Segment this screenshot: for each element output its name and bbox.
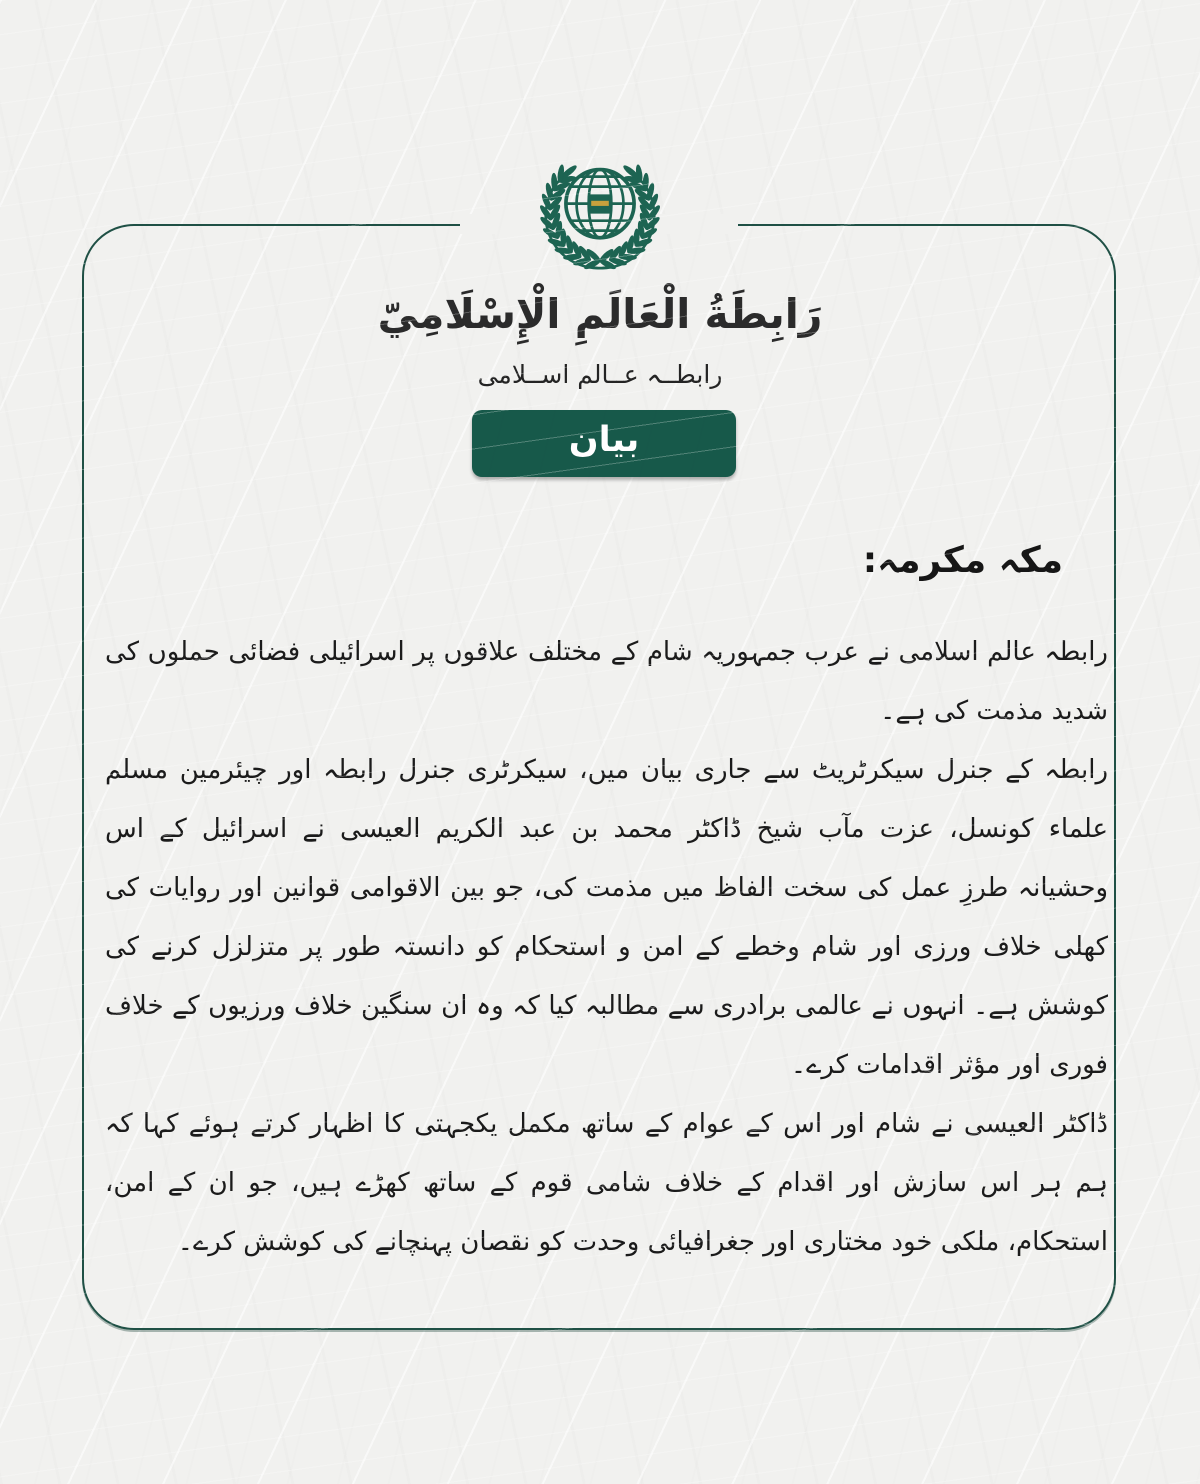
statement-paragraph-2: رابطہ کے جنرل سیکرٹریٹ سے جاری بیان میں، سیکرٹری جنرل رابطہ اور چیئرمین مسلم علماء کونسل، عزت مآب شیخ ڈاکٹر محمد بن عبد الکریم العیسی نے اسرائیل کے اس وحشیانہ طرزِ عمل کی سخت الفاظ میں مذمت کی، جو بین الاقوامی قوانین اور روایات کی کھلی خلاف ورزی اور شام وخطے کے امن و استحکام کو دانستہ طور پر متزلزل کرنے کی کوشش ہے۔ انہوں نے عالمی برادری سے مطالبہ کیا کہ وہ ان سنگین خلاف ورزیوں کے خلاف فوری اور مؤثر اقدامات کرے۔ bbox=[105, 755, 1108, 1080]
wreath-globe-icon bbox=[528, 144, 672, 286]
muslim-world-league-logo bbox=[528, 144, 672, 286]
statement-paragraph-3: ڈاکٹر العیسی نے شام اور اس کے عوام کے ساتھ مکمل یکجہتی کا اظہار کرتے ہوئے کہا کہ ہم ہر اس سازش اور اقدام کے خلاف شامی قوم کے ساتھ کھڑے ہیں، جو ان کے امن، استحکام، ملکی خود مختاری اور جغرافیائی وحدت کو نقصان پہنچانے کی کوشش کرے۔ bbox=[105, 1109, 1108, 1257]
statement-body bbox=[105, 540, 1108, 1272]
banner-label: بیان bbox=[568, 419, 640, 460]
dateline: مکہ مکرمہ: bbox=[862, 540, 1063, 581]
statement-paragraph-1: رابطہ عالم اسلامی نے عرب جمہوریہ شام کے مختلف علاقوں پر اسرائیلی فضائی حملوں کی شدید مذمت کی ہے۔ bbox=[105, 637, 1108, 726]
org-name-arabic-calligraphy: رَابِطَةُ الْعَالَمِ الْإِسْلَامِيّ bbox=[377, 290, 823, 338]
org-name-urdu-subtitle: رابطــہ عــالم اســلامی bbox=[477, 360, 723, 389]
statement-banner bbox=[472, 410, 736, 477]
